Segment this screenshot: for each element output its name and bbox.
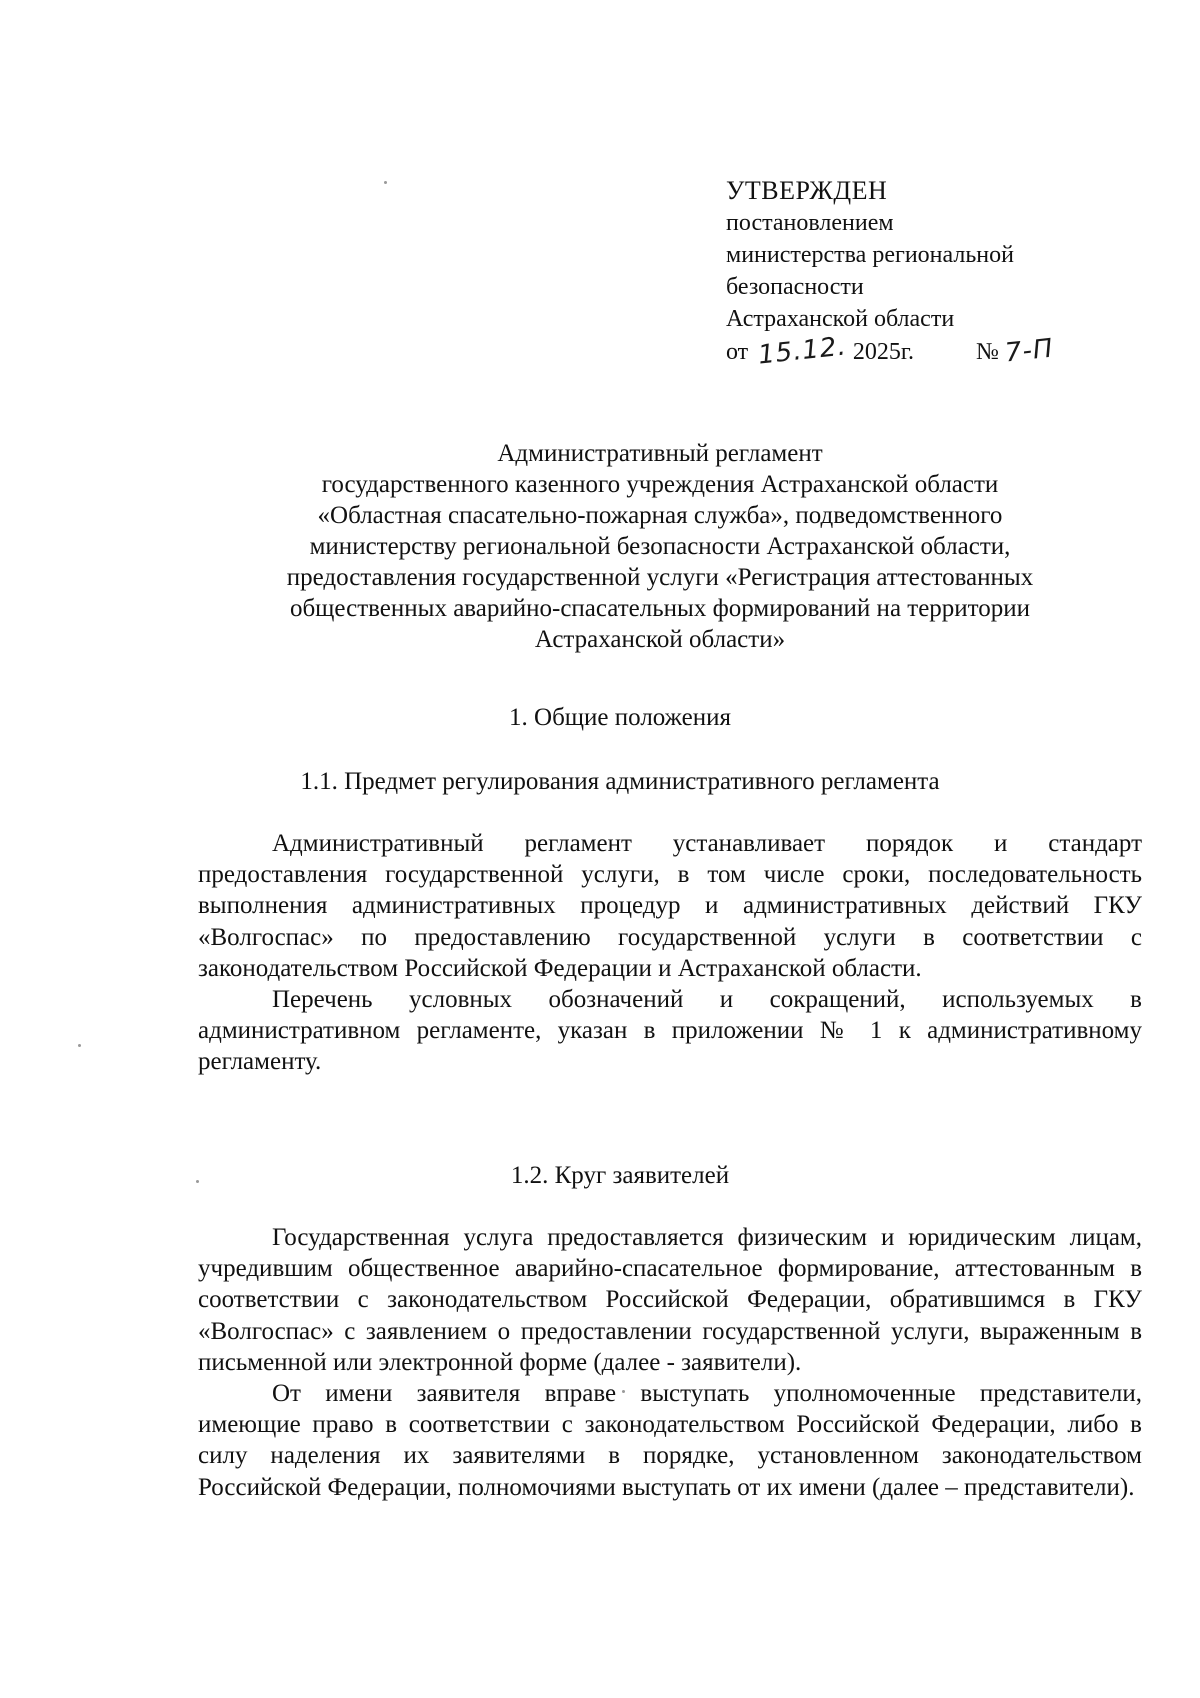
approval-stamp (726, 175, 1156, 371)
section-heading: 1. Общие положения (509, 704, 731, 731)
approval-line-1: постановлением (726, 210, 894, 236)
approval-year: 2025г. (852, 339, 915, 365)
subsection-heading: 1.1. Предмет регулирования административного регламента (300, 768, 940, 795)
scan-speck (78, 1044, 81, 1047)
approval-date-line (726, 331, 1156, 371)
paragraph: Административный регламент устанавливает порядок и стандарт предоставления государственной услуги, в том числе сроки, последовательность выполнения административных процедур и административных действий ГКУ «Волгоспас» по предоставлению государственной услуги в соответствии с законодательством Российской Федерации и Астраханской области. (198, 830, 1142, 982)
subsection-body (198, 828, 1142, 1078)
handwritten-number: 7-П (1003, 333, 1055, 369)
approval-line-4: Астраханской области (726, 306, 955, 332)
approval-line-3: безопасности (726, 274, 864, 300)
paragraph: От имени заявителя вправе выступать уполномоченные представители, имеющие право в соответствии с законодательством Российской Федерации, либо в силу наделения их заявителями в порядке, установленном законодательством Российской Федерации, полномочиями выступать от их имени (далее – представители). (198, 1380, 1142, 1501)
document-title (220, 438, 1100, 655)
title-line-6: общественных аварийно-спасательных формирований на территории (289, 595, 1031, 622)
title-line-3: «Областная спасательно-пожарная служба», подведомственного (317, 502, 1003, 529)
title-line-4: министерству региональной безопасности Астраханской области, (309, 533, 1011, 560)
number-sign: № (976, 339, 999, 365)
scan-speck (384, 181, 387, 184)
approval-line-2: министерства региональной (726, 242, 1014, 268)
handwritten-date: 15.12. (756, 331, 849, 371)
date-prefix: от (726, 339, 749, 365)
approval-title: УТВЕРЖДЕН (726, 176, 888, 205)
paragraph: Перечень условных обозначений и сокращений, используемых в административном регламенте, указан в приложении № 1 к административному регламенту. (198, 986, 1142, 1076)
paragraph: Государственная услуга предоставляется физическим и юридическим лицам, учредившим общественное аварийно-спасательное формирование, аттестованным в соответствии с законодательством Российской Федерации, обратившимся в ГКУ «Волгоспас» с заявлением о предоставлении государственной услуги, выраженным в письменной или электронной форме (далее - заявители). (198, 1224, 1142, 1376)
title-line-2: государственного казенного учреждения Астраханской области (321, 471, 999, 498)
subsection-body (198, 1222, 1142, 1503)
title-line-1: Административный регламент (497, 440, 823, 467)
subsection-heading: 1.2. Круг заявителей (510, 1162, 730, 1189)
title-line-5: предоставления государственной услуги «Регистрация аттестованных (286, 564, 1034, 591)
title-line-7: Астраханской области» (534, 626, 786, 653)
